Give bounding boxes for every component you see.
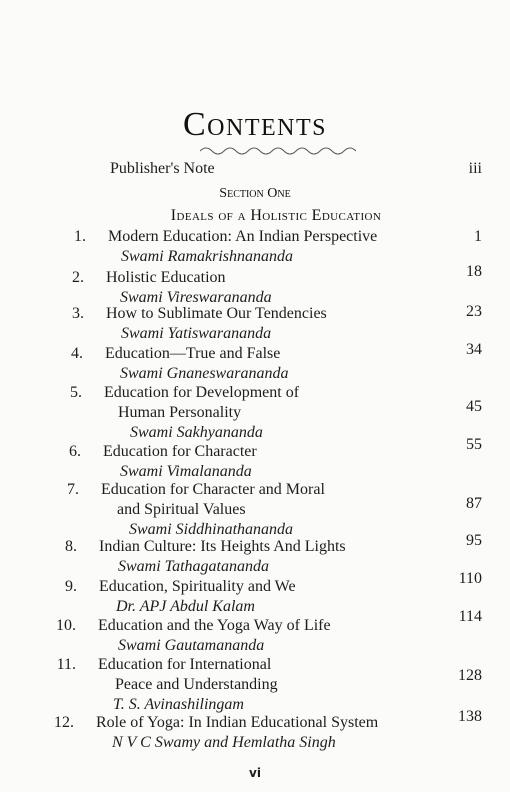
entry-title: Role of Yoga: In Indian Educational System: [96, 714, 379, 731]
publishers-note-label: Publisher's Note: [110, 160, 215, 177]
entry-title: Education for International: [98, 656, 272, 673]
section-subtitle: Ideals of a Holistic Education: [170, 207, 382, 224]
publishers-note-page: iii: [468, 160, 482, 177]
section-heading: Section One: [219, 186, 291, 201]
entry-number: 4.: [71, 345, 83, 362]
entry-page-number: 138: [458, 708, 482, 725]
entry-author: Swami Vireswarananda: [120, 289, 272, 306]
entry-number: 10.: [56, 617, 76, 634]
entry-page-number: 128: [458, 667, 482, 684]
entry-page-number: 45: [466, 398, 482, 415]
entry-number: 12.: [54, 714, 74, 731]
entry-author: Swami Gnaneswarananda: [120, 365, 289, 382]
entry-title: Education for Development of: [104, 384, 300, 401]
entry-author: Swami Gautamananda: [118, 637, 265, 654]
entry-title: Indian Culture: Its Heights And Lights: [99, 538, 346, 555]
entry-number: 11.: [56, 656, 76, 673]
entry-author: T. S. Avinashilingam: [113, 696, 244, 713]
entry-title: How to Sublimate Our Tendencies: [106, 305, 327, 322]
entry-title: Peace and Understanding: [115, 676, 278, 693]
entry-author: N V C Swamy and Hemlatha Singh: [112, 734, 336, 751]
entry-page-number: 87: [466, 495, 482, 512]
entry-page-number: 95: [466, 532, 482, 549]
entry-page-number: 1: [474, 228, 482, 245]
entry-title: Education—True and False: [105, 345, 281, 362]
entry-number: 5.: [70, 384, 82, 401]
page-number: vi: [249, 766, 261, 780]
entry-title: Holistic Education: [106, 269, 226, 286]
entry-author: Dr. APJ Abdul Kalam: [116, 598, 255, 615]
entry-title: and Spiritual Values: [117, 501, 246, 518]
entry-number: 1.: [74, 228, 86, 245]
entry-author: Swami Siddhinathananda: [129, 521, 294, 538]
page-title: Contents: [182, 106, 327, 143]
wave-ornament-icon: [200, 145, 356, 157]
entry-page-number: 55: [466, 436, 482, 453]
entry-title: Modern Education: An Indian Perspective: [108, 228, 378, 245]
entry-number: 9.: [65, 578, 77, 595]
entry-author: Swami Vimalananda: [120, 463, 252, 480]
entry-page-number: 23: [466, 303, 482, 320]
entry-title: Education and the Yoga Way of Life: [98, 617, 331, 634]
entry-number: 2.: [72, 269, 84, 286]
entry-title: Education, Spirituality and We: [99, 578, 296, 595]
entry-page-number: 114: [458, 608, 482, 625]
entry-title: Education for Character and Moral: [101, 481, 325, 498]
entry-title: Education for Character: [103, 443, 257, 460]
entry-page-number: 34: [466, 341, 482, 358]
entry-author: Swami Ramakrishnananda: [121, 248, 293, 265]
entry-number: 6.: [69, 443, 81, 460]
entry-number: 8.: [65, 538, 77, 555]
entry-title: Human Personality: [118, 404, 242, 421]
entry-page-number: 18: [466, 263, 482, 280]
entry-author: Swami Tathagatananda: [118, 558, 269, 575]
entry-author: Swami Yatiswarananda: [121, 325, 272, 342]
entry-author: Swami Sakhyananda: [130, 424, 263, 441]
entry-number: 7.: [67, 481, 79, 498]
entry-page-number: 110: [458, 570, 482, 587]
entry-number: 3.: [72, 305, 84, 322]
